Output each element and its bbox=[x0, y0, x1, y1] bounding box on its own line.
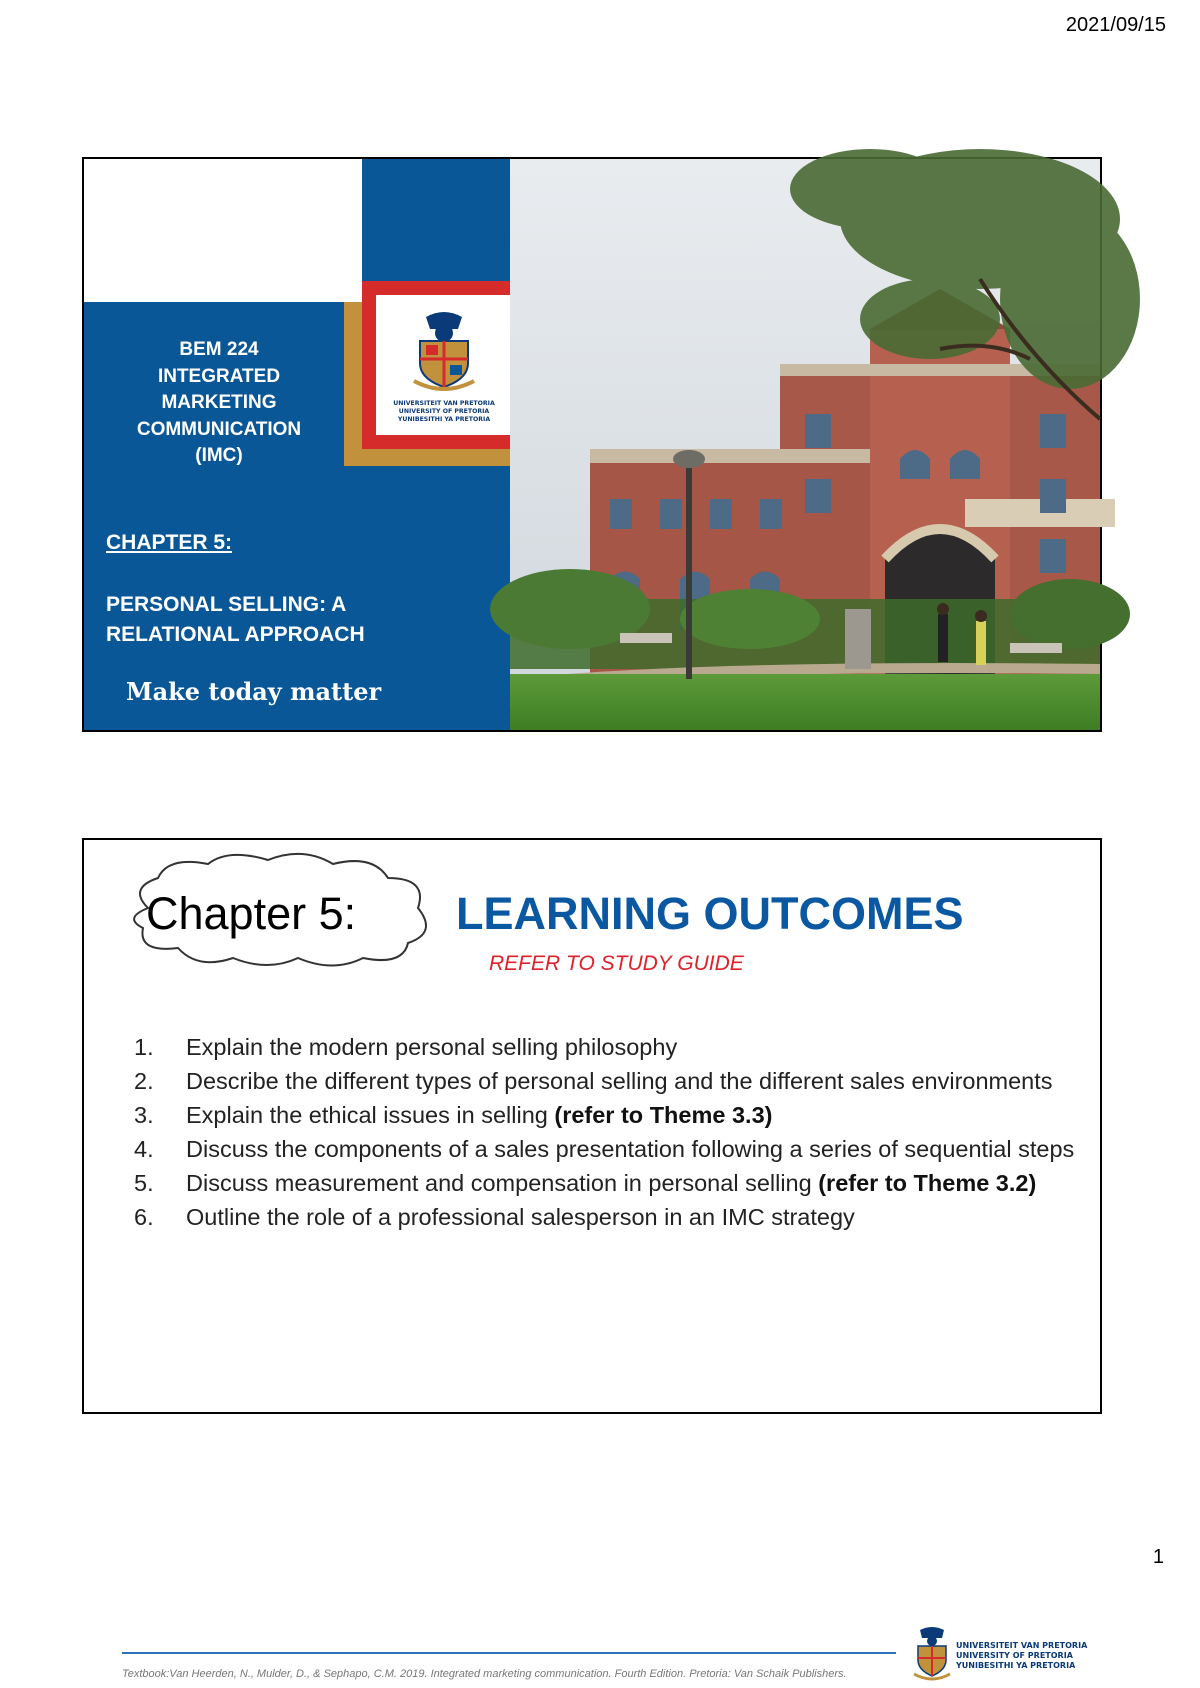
logo-line-3: YUNIBESITHI YA PRETORIA bbox=[956, 1661, 1076, 1670]
logo-line-1: UNIVERSITEIT VAN PRETORIA bbox=[393, 400, 495, 407]
outcome-item bbox=[134, 1030, 1074, 1064]
outcome-number: 6. bbox=[134, 1204, 154, 1230]
outcome-item bbox=[134, 1064, 1074, 1098]
textbook-reference: Textbook:Van Heerden, N., Mulder, D., & Sephapo, C.M. 2019. Integrated marketing communication. Fourth Edition. Pretoria: Van Schaik Publishers. bbox=[122, 1668, 847, 1680]
course-line-4: COMMUNICATION bbox=[136, 418, 302, 440]
outcome-text: Explain the modern personal selling philosophy bbox=[186, 1034, 678, 1060]
title-slide bbox=[82, 157, 1102, 732]
course-code: BEM 224 bbox=[179, 339, 259, 360]
outcome-item bbox=[134, 1200, 1074, 1234]
outcome-text: Explain the ethical issues in selling bbox=[186, 1102, 555, 1128]
outcome-reference: (refer to Theme 3.2) bbox=[818, 1170, 1037, 1196]
chapter-title bbox=[106, 590, 446, 650]
logo-line-1: UNIVERSITEIT VAN PRETORIA bbox=[956, 1641, 1088, 1650]
chapter-label: CHAPTER 5: bbox=[106, 531, 233, 554]
chapter-title-line-1: PERSONAL SELLING: A bbox=[106, 593, 347, 616]
outcome-text: Discuss measurement and compensation in personal selling bbox=[186, 1170, 819, 1196]
logo-line-2: UNIVERSITY OF PRETORIA bbox=[956, 1651, 1073, 1660]
university-logo bbox=[912, 1626, 1088, 1688]
outcome-number: 4. bbox=[134, 1136, 154, 1162]
page-number: 1 bbox=[1152, 1546, 1164, 1568]
outcome-item bbox=[134, 1132, 1074, 1166]
outcome-text: Describe the different types of personal selling and the different sales environments bbox=[186, 1068, 1053, 1094]
course-title bbox=[104, 337, 334, 470]
chapter-title-line-2: RELATIONAL APPROACH bbox=[106, 623, 365, 646]
outcome-reference: (refer to Theme 3.3) bbox=[554, 1102, 773, 1128]
learning-outcomes-slide bbox=[82, 838, 1102, 1680]
course-line-2: INTEGRATED bbox=[157, 365, 281, 387]
outcome-text: Outline the role of a professional salesperson in an IMC strategy bbox=[186, 1204, 855, 1230]
outcome-item bbox=[134, 1166, 1074, 1200]
university-crest-logo bbox=[388, 307, 500, 427]
outcome-number: 1. bbox=[134, 1034, 154, 1060]
page-date: 2021/09/15 bbox=[1065, 14, 1166, 36]
footer-divider bbox=[122, 1652, 896, 1654]
outcome-text: Discuss the components of a sales presentation following a series of sequential steps bbox=[186, 1136, 1075, 1162]
outcome-item bbox=[134, 1098, 1074, 1132]
slide-title-chapter: Chapter 5: bbox=[146, 888, 357, 939]
outcome-number: 5. bbox=[134, 1170, 154, 1196]
course-line-5: (IMC) bbox=[195, 445, 243, 466]
outcome-number: 3. bbox=[134, 1102, 154, 1128]
campus-building-photo bbox=[510, 159, 1100, 730]
tagline: Make today matter bbox=[126, 677, 382, 706]
logo-line-3: YUNIBESITHI YA PRETORIA bbox=[397, 416, 491, 423]
slide-title-outcomes: LEARNING OUTCOMES bbox=[456, 888, 964, 939]
course-line-3: MARKETING bbox=[161, 392, 277, 413]
study-guide-note: REFER TO STUDY GUIDE bbox=[489, 952, 744, 975]
outcomes-list bbox=[134, 1030, 1074, 1234]
logo-line-2: UNIVERSITY OF PRETORIA bbox=[398, 408, 490, 415]
outcome-number: 2. bbox=[134, 1068, 154, 1094]
